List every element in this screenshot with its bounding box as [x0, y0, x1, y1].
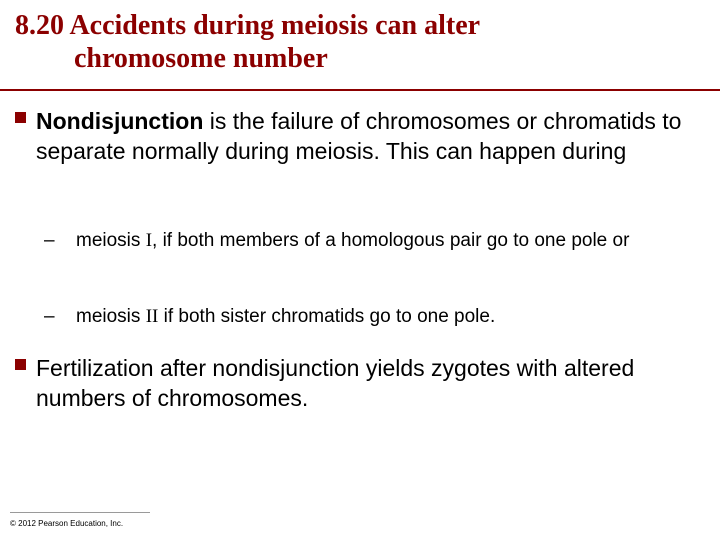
subbullet-text: , if both members of a homologous pair go to one pole or: [152, 230, 630, 251]
subbullet-prefix: meiosis: [76, 306, 146, 327]
title-divider: [0, 89, 720, 91]
bullet-fertilization: [36, 353, 686, 413]
bullet-text: is the failure of chromosomes or chromatids to separate normally during meiosis. This can happen during: [36, 108, 682, 164]
subbullet-text: if both sister chromatids go to one pole.: [158, 306, 496, 327]
slide-title: [15, 9, 675, 75]
subbullet-numeral: II: [145, 306, 159, 327]
dash-bullet-icon: –: [44, 230, 55, 251]
slide-title-line-2: chromosome number: [74, 43, 328, 74]
copyright-notice: © 2012 Pearson Education, Inc.: [10, 519, 124, 528]
subbullet-numeral: I: [145, 230, 153, 251]
slide-title-line-1: 8.20 Accidents during meiosis can alter: [15, 10, 481, 41]
subbullet-meiosis-2: [44, 304, 676, 330]
dash-bullet-icon: –: [44, 306, 55, 327]
bullet-term: Nondisjunction: [36, 108, 204, 134]
subbullet-meiosis-1: [44, 228, 676, 254]
bullet-nondisjunction: [36, 106, 686, 166]
bullet-text: Fertilization after nondisjunction yields zygotes with altered numbers of chromosomes.: [36, 355, 635, 411]
footer-divider: [10, 512, 150, 513]
subbullet-prefix: meiosis: [76, 230, 146, 251]
square-bullet-icon: [15, 112, 26, 123]
square-bullet-icon: [15, 359, 26, 370]
